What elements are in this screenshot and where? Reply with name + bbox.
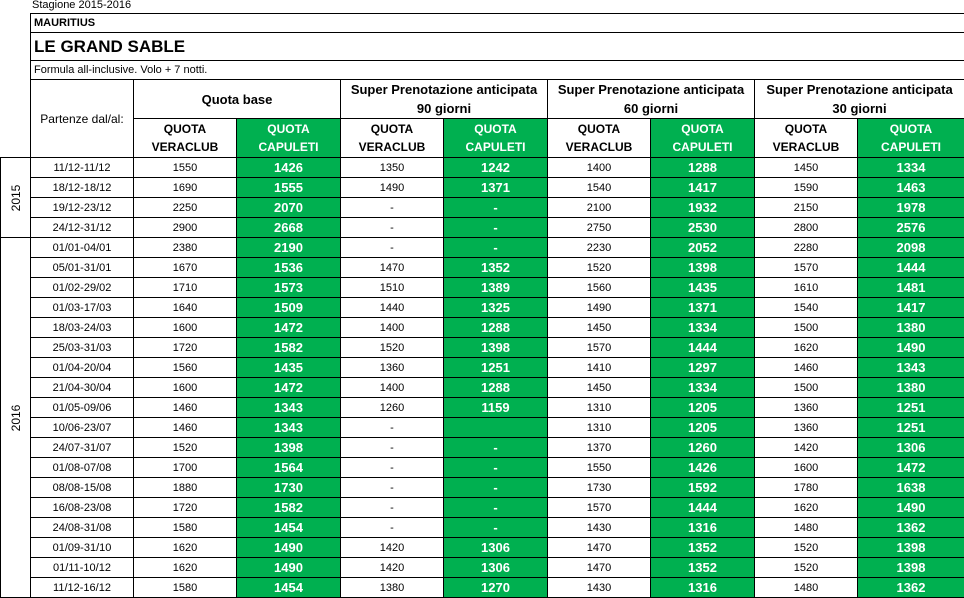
price-veraclub-cell: 1720	[134, 338, 237, 358]
price-veraclub-cell: 1620	[134, 538, 237, 558]
price-veraclub-cell: 1360	[755, 418, 858, 438]
subheader-veraclub: QUOTA VERACLUB	[341, 119, 444, 158]
subheader-veraclub: QUOTA VERACLUB	[134, 119, 237, 158]
price-capuleti-cell: -	[444, 438, 548, 458]
price-veraclub-cell: -	[341, 438, 444, 458]
group-header-60: Super Prenotazione anticipata 60 giorni	[548, 80, 755, 119]
price-capuleti-cell: 1490	[858, 498, 964, 518]
table-row	[1, 538, 964, 558]
price-capuleti-cell: 1251	[444, 358, 548, 378]
price-veraclub-cell: 1610	[755, 278, 858, 298]
table-row	[1, 438, 964, 458]
price-veraclub-cell: 1580	[134, 578, 237, 598]
price-veraclub-cell: 1360	[755, 398, 858, 418]
price-capuleti-cell: 1472	[858, 458, 964, 478]
price-veraclub-cell: 1400	[341, 318, 444, 338]
price-capuleti-cell: 1288	[444, 378, 548, 398]
price-capuleti-cell: 1334	[651, 378, 755, 398]
price-capuleti-cell	[444, 418, 548, 438]
price-veraclub-cell: 1420	[341, 538, 444, 558]
price-veraclub-cell: 1640	[134, 298, 237, 318]
price-capuleti-cell: 1398	[651, 258, 755, 278]
price-veraclub-cell: 1430	[548, 578, 651, 598]
price-capuleti-cell: 1205	[651, 398, 755, 418]
price-veraclub-cell: 1460	[755, 358, 858, 378]
price-capuleti-cell: 1270	[444, 578, 548, 598]
price-veraclub-cell: 1720	[134, 498, 237, 518]
period-cell: 01/02-29/02	[31, 278, 134, 298]
formula-text: Formula all-inclusive. Volo + 7 notti.	[31, 61, 964, 80]
price-capuleti-cell: 1444	[651, 338, 755, 358]
price-capuleti-cell: 1444	[858, 258, 964, 278]
price-capuleti-cell: 1592	[651, 478, 755, 498]
subheader-capuleti: QUOTA CAPULETI	[651, 119, 755, 158]
price-capuleti-cell: 1978	[858, 198, 964, 218]
subheader-veraclub: QUOTA VERACLUB	[755, 119, 858, 158]
price-capuleti-cell: 1435	[237, 358, 341, 378]
price-veraclub-cell: 1730	[548, 478, 651, 498]
price-veraclub-cell: 1560	[134, 358, 237, 378]
price-veraclub-cell: 1520	[548, 258, 651, 278]
price-veraclub-cell: 1420	[755, 438, 858, 458]
price-capuleti-cell: 1490	[237, 558, 341, 578]
table-row	[1, 458, 964, 478]
price-capuleti-cell: -	[444, 498, 548, 518]
table-row	[1, 258, 964, 278]
price-veraclub-cell: 2800	[755, 218, 858, 238]
price-veraclub-cell: 1520	[755, 558, 858, 578]
price-veraclub-cell: 1470	[548, 538, 651, 558]
price-capuleti-cell: 1352	[651, 558, 755, 578]
price-capuleti-cell: -	[444, 518, 548, 538]
price-veraclub-cell: 1570	[755, 258, 858, 278]
price-veraclub-cell: 1540	[755, 298, 858, 318]
subheader-veraclub: QUOTA VERACLUB	[548, 119, 651, 158]
price-veraclub-cell: 1500	[755, 318, 858, 338]
table-row	[1, 378, 964, 398]
group-header-30: Super Prenotazione anticipata 30 giorni	[755, 80, 964, 119]
price-capuleti-cell: 2098	[858, 238, 964, 258]
price-veraclub-cell: 1310	[548, 418, 651, 438]
price-capuleti-cell: 1205	[651, 418, 755, 438]
price-capuleti-cell: 2576	[858, 218, 964, 238]
price-veraclub-cell: 1500	[755, 378, 858, 398]
price-capuleti-cell: 1582	[237, 498, 341, 518]
price-capuleti-cell: 1316	[651, 578, 755, 598]
group-header-base: Quota base	[134, 80, 341, 119]
table-row	[1, 498, 964, 518]
subheader-capuleti: QUOTA CAPULETI	[444, 119, 548, 158]
price-veraclub-cell: 1400	[548, 158, 651, 178]
period-cell: 01/08-07/08	[31, 458, 134, 478]
price-veraclub-cell: 1600	[755, 458, 858, 478]
price-veraclub-cell: 1310	[548, 398, 651, 418]
price-veraclub-cell: 1510	[341, 278, 444, 298]
departures-header: Partenze dal/al:	[31, 80, 134, 158]
price-capuleti-cell: 1509	[237, 298, 341, 318]
table-row	[1, 318, 964, 338]
price-capuleti-cell: 1398	[858, 538, 964, 558]
price-capuleti-cell: 1159	[444, 398, 548, 418]
price-veraclub-cell: 1600	[134, 318, 237, 338]
table-row	[1, 578, 964, 598]
price-veraclub-cell: 1360	[341, 358, 444, 378]
price-capuleti-cell: 1389	[444, 278, 548, 298]
period-cell: 01/05-09/06	[31, 398, 134, 418]
period-cell: 01/11-10/12	[31, 558, 134, 578]
price-capuleti-cell: 1343	[237, 418, 341, 438]
table-row	[1, 518, 964, 538]
price-veraclub-cell: 1350	[341, 158, 444, 178]
price-veraclub-cell: 1440	[341, 298, 444, 318]
period-cell: 01/04-20/04	[31, 358, 134, 378]
period-cell: 10/06-23/07	[31, 418, 134, 438]
period-cell: 11/12-16/12	[31, 578, 134, 598]
price-veraclub-cell: 1780	[755, 478, 858, 498]
price-veraclub-cell: 2900	[134, 218, 237, 238]
price-veraclub-cell: 1550	[548, 458, 651, 478]
price-veraclub-cell: 1670	[134, 258, 237, 278]
price-capuleti-cell: 1932	[651, 198, 755, 218]
price-table-body	[1, 158, 964, 598]
price-table	[0, 13, 964, 598]
price-capuleti-cell: -	[444, 198, 548, 218]
price-capuleti-cell: 1362	[858, 578, 964, 598]
price-capuleti-cell: 1371	[651, 298, 755, 318]
table-row	[1, 358, 964, 378]
price-veraclub-cell: -	[341, 498, 444, 518]
price-capuleti-cell: 1242	[444, 158, 548, 178]
price-capuleti-cell: 1638	[858, 478, 964, 498]
period-cell: 25/03-31/03	[31, 338, 134, 358]
period-cell: 16/08-23/08	[31, 498, 134, 518]
price-capuleti-cell: 1325	[444, 298, 548, 318]
price-veraclub-cell: 1480	[755, 578, 858, 598]
price-capuleti-cell: 1472	[237, 318, 341, 338]
price-capuleti-cell: 1334	[651, 318, 755, 338]
table-row	[1, 218, 964, 238]
price-veraclub-cell: 2380	[134, 238, 237, 258]
price-veraclub-cell: 1580	[134, 518, 237, 538]
period-cell: 01/09-31/10	[31, 538, 134, 558]
table-row	[1, 558, 964, 578]
price-capuleti-cell: 1362	[858, 518, 964, 538]
subheader-capuleti: QUOTA CAPULETI	[858, 119, 964, 158]
period-cell: 08/08-15/08	[31, 478, 134, 498]
price-veraclub-cell: 1620	[755, 498, 858, 518]
price-capuleti-cell: 1454	[237, 578, 341, 598]
price-capuleti-cell: 1730	[237, 478, 341, 498]
period-cell: 05/01-31/01	[31, 258, 134, 278]
price-veraclub-cell: 1620	[134, 558, 237, 578]
price-veraclub-cell: 1470	[341, 258, 444, 278]
group-header-90: Super Prenotazione anticipata 90 giorni	[341, 80, 548, 119]
price-capuleti-cell: 1444	[651, 498, 755, 518]
price-capuleti-cell: 1343	[237, 398, 341, 418]
price-veraclub-cell: 1570	[548, 338, 651, 358]
price-veraclub-cell: 1520	[341, 338, 444, 358]
price-capuleti-cell: 1297	[651, 358, 755, 378]
price-veraclub-cell: 2250	[134, 198, 237, 218]
price-capuleti-cell: 1426	[237, 158, 341, 178]
price-veraclub-cell: 1590	[755, 178, 858, 198]
table-row	[1, 278, 964, 298]
price-capuleti-cell: 1398	[444, 338, 548, 358]
table-row	[1, 158, 964, 178]
price-capuleti-cell: 1260	[651, 438, 755, 458]
season-label: Stagione 2015-2016	[32, 0, 131, 12]
table-row	[1, 178, 964, 198]
year-label: 2015	[1, 158, 31, 238]
price-capuleti-cell: 1417	[858, 298, 964, 318]
price-capuleti-cell: 1306	[858, 438, 964, 458]
price-veraclub-cell: 1380	[341, 578, 444, 598]
price-capuleti-cell: 1288	[651, 158, 755, 178]
price-veraclub-cell: -	[341, 458, 444, 478]
price-veraclub-cell: 1880	[134, 478, 237, 498]
price-veraclub-cell: -	[341, 198, 444, 218]
price-veraclub-cell: 1430	[548, 518, 651, 538]
country-title: MAURITIUS	[31, 14, 964, 33]
price-capuleti-cell: 1490	[858, 338, 964, 358]
price-capuleti-cell: 1398	[858, 558, 964, 578]
period-cell: 18/12-18/12	[31, 178, 134, 198]
period-cell: 21/04-30/04	[31, 378, 134, 398]
table-row	[1, 478, 964, 498]
price-capuleti-cell: 2190	[237, 238, 341, 258]
hotel-title: LE GRAND SABLE	[31, 33, 964, 61]
price-capuleti-cell: 1352	[444, 258, 548, 278]
period-cell: 24/12-31/12	[31, 218, 134, 238]
price-capuleti-cell: 1536	[237, 258, 341, 278]
table-row	[1, 238, 964, 258]
price-capuleti-cell: 2052	[651, 238, 755, 258]
price-capuleti-cell: -	[444, 458, 548, 478]
price-capuleti-cell: 1481	[858, 278, 964, 298]
price-capuleti-cell: 1251	[858, 418, 964, 438]
table-row	[1, 198, 964, 218]
price-capuleti-cell: 1343	[858, 358, 964, 378]
price-veraclub-cell: 1560	[548, 278, 651, 298]
price-capuleti-cell: 1454	[237, 518, 341, 538]
price-veraclub-cell: 1470	[548, 558, 651, 578]
price-veraclub-cell: 1700	[134, 458, 237, 478]
price-veraclub-cell: 1600	[134, 378, 237, 398]
table-row	[1, 338, 964, 358]
subheader-capuleti: QUOTA CAPULETI	[237, 119, 341, 158]
price-capuleti-cell: 1417	[651, 178, 755, 198]
period-cell: 19/12-23/12	[31, 198, 134, 218]
price-veraclub-cell: 1520	[755, 538, 858, 558]
price-capuleti-cell: 1352	[651, 538, 755, 558]
price-capuleti-cell: 1435	[651, 278, 755, 298]
price-veraclub-cell: 2230	[548, 238, 651, 258]
price-veraclub-cell: 1260	[341, 398, 444, 418]
price-capuleti-cell: 1288	[444, 318, 548, 338]
price-veraclub-cell: 1370	[548, 438, 651, 458]
price-veraclub-cell: 1450	[548, 318, 651, 338]
price-capuleti-cell: 1555	[237, 178, 341, 198]
price-capuleti-cell: 1306	[444, 538, 548, 558]
price-capuleti-cell: 1380	[858, 318, 964, 338]
price-capuleti-cell: 2530	[651, 218, 755, 238]
period-cell: 24/08-31/08	[31, 518, 134, 538]
price-veraclub-cell: 1460	[134, 398, 237, 418]
price-veraclub-cell: 1550	[134, 158, 237, 178]
price-veraclub-cell: 1710	[134, 278, 237, 298]
price-capuleti-cell: 1371	[444, 178, 548, 198]
price-capuleti-cell: 1490	[237, 538, 341, 558]
price-veraclub-cell: 1450	[755, 158, 858, 178]
price-veraclub-cell: 1480	[755, 518, 858, 538]
price-veraclub-cell: 1460	[134, 418, 237, 438]
price-capuleti-cell: 1380	[858, 378, 964, 398]
table-row	[1, 418, 964, 438]
price-capuleti-cell: 1316	[651, 518, 755, 538]
price-veraclub-cell: -	[341, 518, 444, 538]
price-veraclub-cell: 1540	[548, 178, 651, 198]
price-capuleti-cell: 1573	[237, 278, 341, 298]
price-veraclub-cell: 1490	[548, 298, 651, 318]
price-capuleti-cell: -	[444, 238, 548, 258]
price-veraclub-cell: -	[341, 478, 444, 498]
price-veraclub-cell: 2750	[548, 218, 651, 238]
price-capuleti-cell: 1472	[237, 378, 341, 398]
price-veraclub-cell: -	[341, 238, 444, 258]
price-capuleti-cell: 1398	[237, 438, 341, 458]
price-veraclub-cell: 1620	[755, 338, 858, 358]
price-capuleti-cell: -	[444, 218, 548, 238]
price-veraclub-cell: 1520	[134, 438, 237, 458]
price-veraclub-cell: -	[341, 218, 444, 238]
price-veraclub-cell: 1400	[341, 378, 444, 398]
price-veraclub-cell: 1450	[548, 378, 651, 398]
price-veraclub-cell: -	[341, 418, 444, 438]
price-veraclub-cell: 2150	[755, 198, 858, 218]
price-veraclub-cell: 1420	[341, 558, 444, 578]
price-veraclub-cell: 1410	[548, 358, 651, 378]
period-cell: 01/03-17/03	[31, 298, 134, 318]
price-veraclub-cell: 2280	[755, 238, 858, 258]
price-capuleti-cell: 1334	[858, 158, 964, 178]
price-capuleti-cell: 1306	[444, 558, 548, 578]
price-veraclub-cell: 1570	[548, 498, 651, 518]
price-capuleti-cell: 1582	[237, 338, 341, 358]
price-capuleti-cell: 2668	[237, 218, 341, 238]
price-capuleti-cell: 1426	[651, 458, 755, 478]
table-row	[1, 398, 964, 418]
price-capuleti-cell: 1251	[858, 398, 964, 418]
price-veraclub-cell: 1490	[341, 178, 444, 198]
price-veraclub-cell: 2100	[548, 198, 651, 218]
price-veraclub-cell: 1690	[134, 178, 237, 198]
table-row	[1, 298, 964, 318]
period-cell: 18/03-24/03	[31, 318, 134, 338]
period-cell: 24/07-31/07	[31, 438, 134, 458]
period-cell: 11/12-11/12	[31, 158, 134, 178]
price-sheet	[0, 13, 964, 598]
year-label: 2016	[1, 238, 31, 598]
period-cell: 01/01-04/01	[31, 238, 134, 258]
price-capuleti-cell: 2070	[237, 198, 341, 218]
price-capuleti-cell: 1463	[858, 178, 964, 198]
price-capuleti-cell: 1564	[237, 458, 341, 478]
price-capuleti-cell: -	[444, 478, 548, 498]
